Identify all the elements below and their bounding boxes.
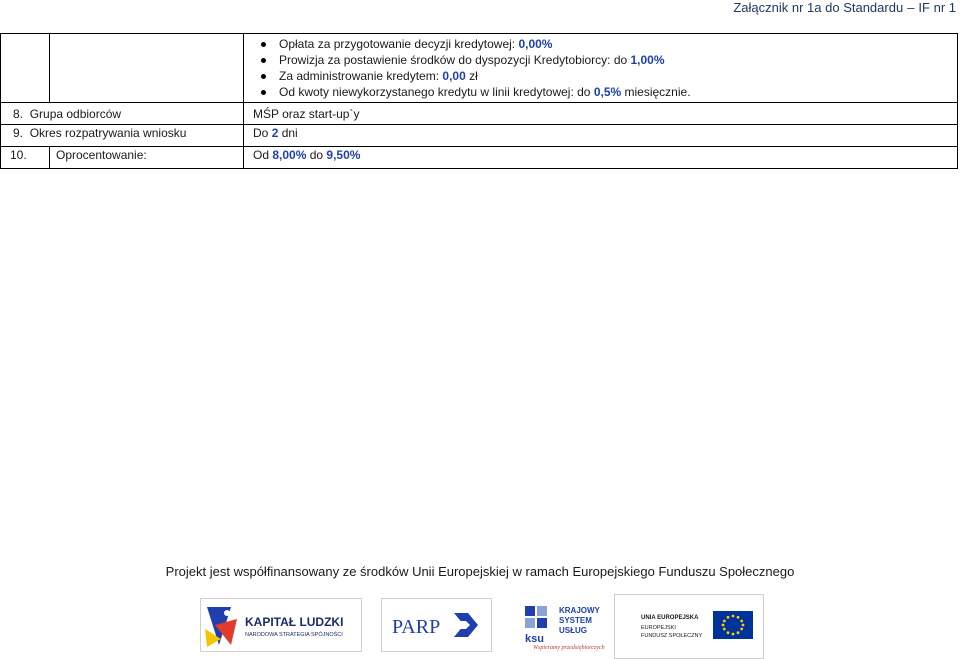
logo-strip [0,594,960,657]
list-item: Od kwoty niewykorzystanego kredytu w linii kredytowej: do 0,5% miesięcznie. [258,84,957,100]
ksu-abbr: ksu [525,633,544,645]
row-value: Do 2 dni [244,125,958,147]
table-row-interest [1,147,958,169]
row-number: 9. [13,126,24,140]
fees-cell [244,34,958,103]
list-item: Za administrowanie kredytem: 0,00 zł [258,68,957,84]
eu-line3: FUNDUSZ SPOŁECZNY [641,633,703,639]
attachment-suffix: IF nr 1 [918,0,956,15]
parp-logo [381,598,492,652]
bullet-icon [261,90,266,95]
bullet-icon [261,42,266,47]
bullet-icon [261,74,266,79]
kapital-subtitle: NARODOWA STRATEGIA SPÓJNOŚCI [245,632,343,638]
cofinancing-note: Projekt jest współfinansowany ze środków Unii Europejskiej w ramach Europejskiego Funduszu Społecznego [165,564,795,579]
table-row-recipients [1,103,958,125]
ksu-line3: USŁUG [559,626,587,635]
row-value: MŚP oraz start-up`y [244,103,958,125]
table-row-fees [1,34,958,103]
attachment-header: Załącznik nr 1a do Standardu – IF nr 1 [733,0,956,15]
bullet-icon [261,58,266,63]
eu-line2: EUROPEJSKI [641,625,676,631]
row-8-cell [1,103,244,125]
table-row-processing-time [1,125,958,147]
row-number: 8. [13,106,24,121]
kapital-ludzki-logo [200,598,362,652]
ksu-tagline: Wspieramy przedsiębiorczych [533,645,605,651]
parp-title: PARP [392,616,441,638]
terms-table [0,33,958,169]
list-item: Prowizja za postawienie środków do dyspozycji Kredytobiorcy: do 1,00% [258,52,957,68]
row-number: 10. [1,147,50,169]
ksu-logo [521,602,609,652]
fees-list [253,36,957,100]
attachment-title: Załącznik nr 1a do Standardu [733,0,904,15]
ksu-line1: KRAJOWY [559,606,600,615]
eu-line1: UNIA EUROPEJSKA [641,615,699,621]
row-label: Oprocentowanie: [50,147,244,169]
ksu-line2: SYSTEM [559,616,592,625]
kapital-title: KAPITAŁ LUDZKI [245,615,344,629]
row-9-cell [1,125,244,147]
row-label: Okres rozpatrywania wniosku [29,126,187,140]
row-label: Grupa odbiorców [29,106,122,121]
list-item: Opłata za przygotowanie decyzji kredytowej: 0,00% [258,36,957,52]
row-number-empty [1,34,50,103]
row-value: Od 8,00% do 9,50% [244,147,958,169]
eu-logo [614,594,764,659]
row-label-empty [50,34,244,103]
